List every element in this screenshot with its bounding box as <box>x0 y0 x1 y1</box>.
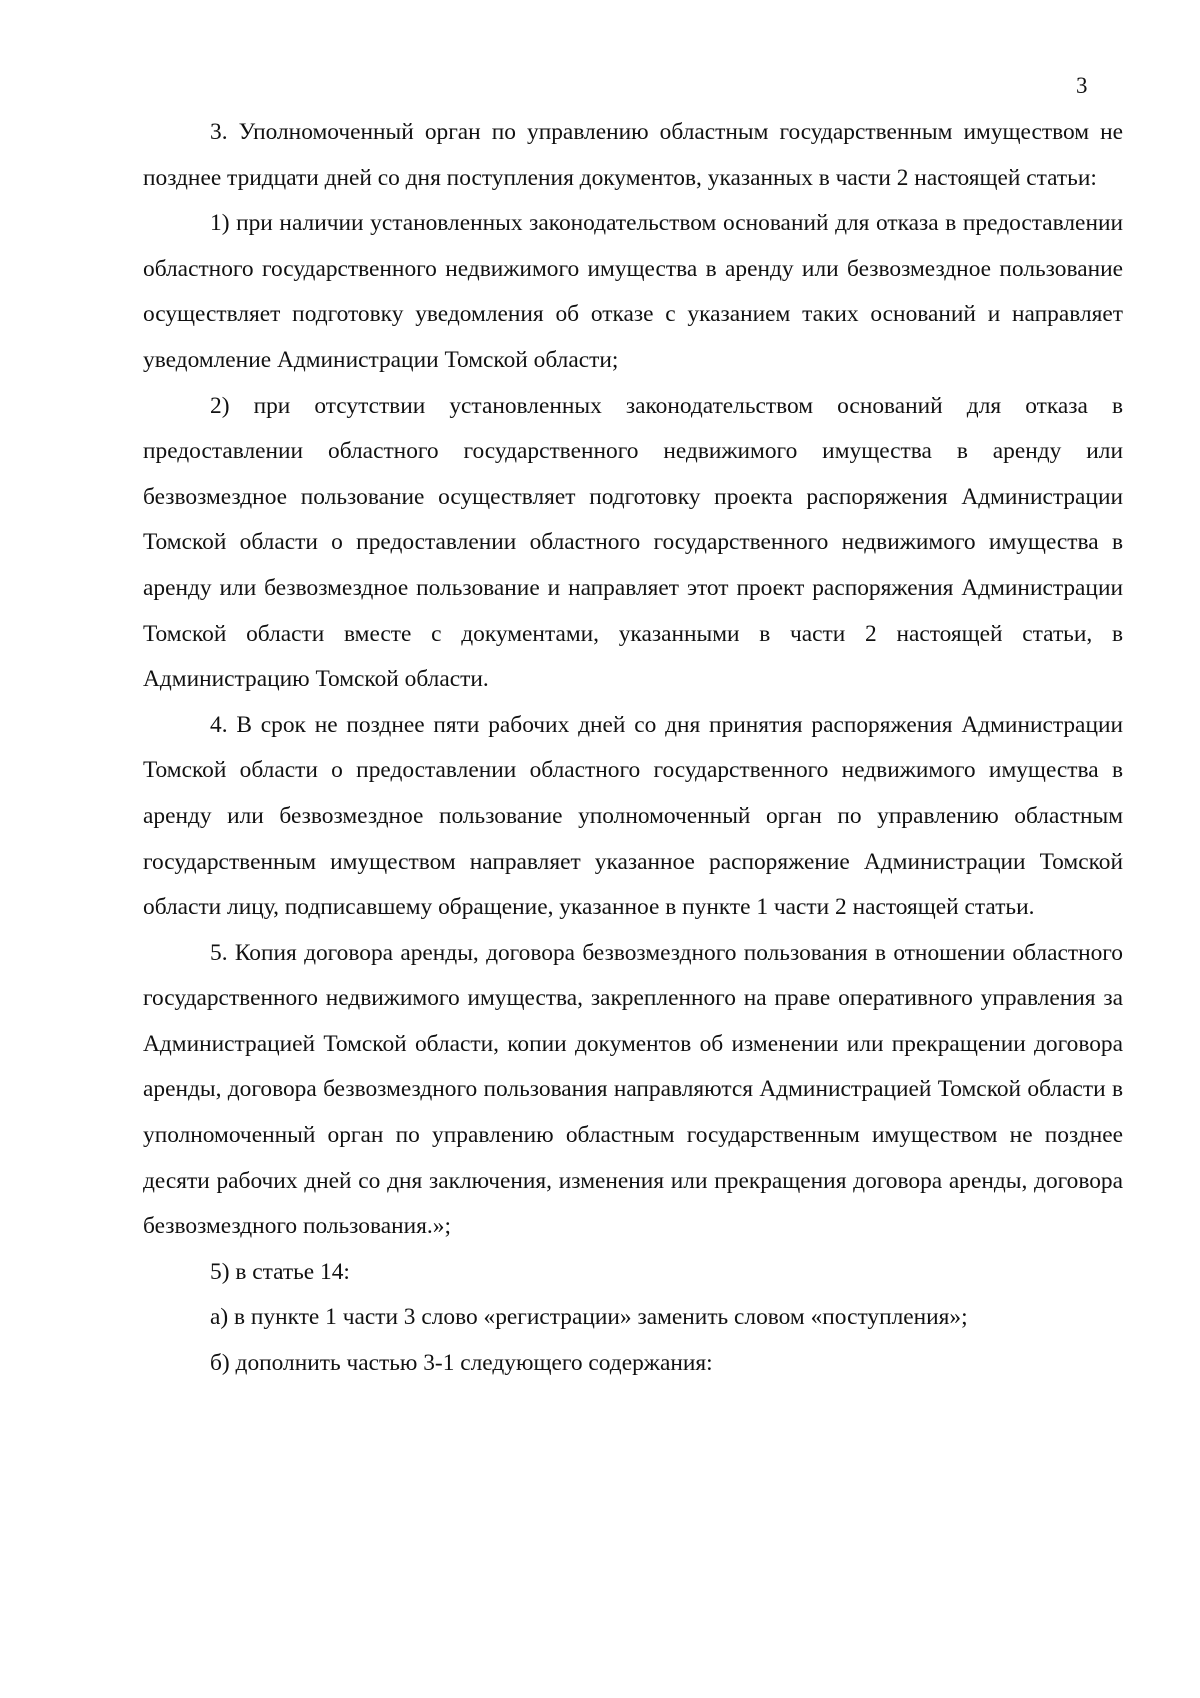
amendment-item-a: а) в пункте 1 части 3 слово «регистрации» заменить словом «поступления»; <box>210 1304 968 1331</box>
paragraph-5: 5. Копия договора аренды, договора безвозмездного пользования в отношении областного государственного недвижимого имущества, закрепленного на праве оперативного управления за Администрацией Томской области, копии документов об изменении или прекращении договора аренды, договора безвозмездного пользования направляются Администрацией Томской области в уполномоченный орган по управлению областным государственным имуществом не позднее десяти рабочих дней со дня заключения, изменения или прекращения договора аренды, договора безвозмездного пользования.»; <box>143 939 1123 1240</box>
paragraph-3-item-2: 2) при отсутствии установленных законодательством оснований для отказа в предоставлении областного государственного недвижимого имущества в аренду или безвозмездное пользование осуществляет подготовку проекта распоряжения Администрации Томской области о предоставлении областного государственного недвижимого имущества в аренду или безвозмездное пользование и направляет этот проект распоряжения Администрации Томской области вместе с документами, указанными в части 2 настоящей статьи, в Администрацию Томской области. <box>143 392 1123 693</box>
amendment-item-5: 5) в статье 14: <box>210 1258 350 1285</box>
document-body <box>143 110 1123 1387</box>
paragraph-3: 3. Уполномоченный орган по управлению областным государственным имуществом не позднее тридцати дней со дня поступления документов, указанных в части 2 настоящей статьи: <box>143 119 1123 191</box>
paragraph-3-item-1: 1) при наличии установленных законодательством оснований для отказа в предоставлении областного государственного недвижимого имущества в аренду или безвозмездное пользование осуществляет подготовку уведомления об отказе с указанием таких оснований и направляет уведомление Администрации Томской области; <box>143 210 1123 373</box>
amendment-item-b: б) дополнить частью 3-1 следующего содержания: <box>210 1350 713 1377</box>
paragraph-4: 4. В срок не позднее пяти рабочих дней со дня принятия распоряжения Администрации Томской области о предоставлении областного государственного недвижимого имущества в аренду или безвозмездное пользование уполномоченный орган по управлению областным государственным имуществом направляет указанное распоряжение Администрации Томской области лицу, подписавшему обращение, указанное в пункте 1 части 2 настоящей статьи. <box>143 711 1123 921</box>
page-number: 3 <box>1076 73 1088 98</box>
